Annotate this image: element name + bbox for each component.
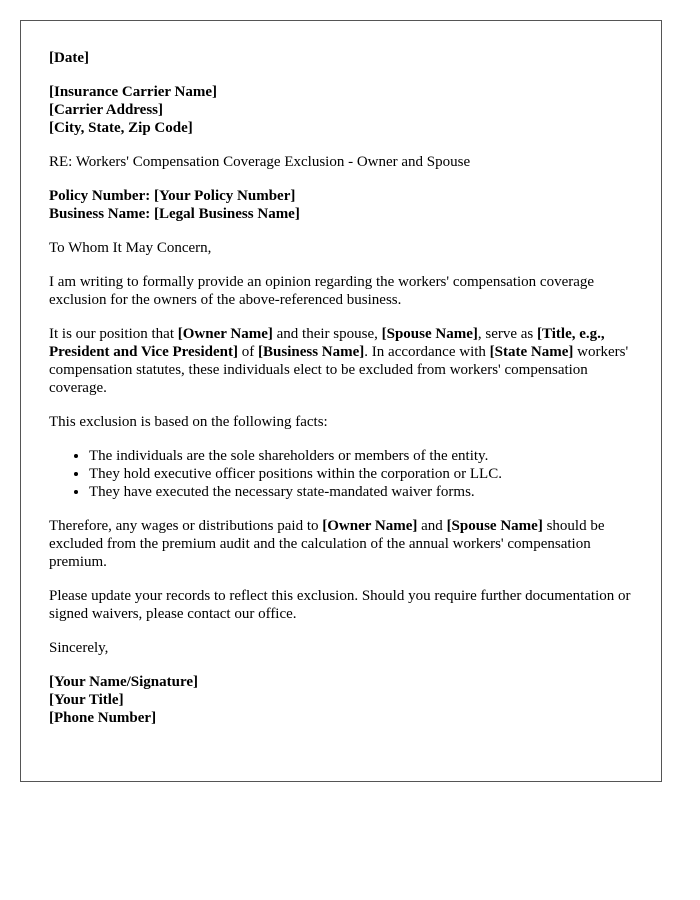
owner-name-placeholder: [Owner Name] bbox=[322, 518, 418, 534]
state-name-placeholder: [State Name] bbox=[489, 344, 574, 360]
subject-line: RE: Workers' Compensation Coverage Exclusion - Owner and Spouse bbox=[49, 154, 471, 170]
signature-block bbox=[49, 673, 633, 727]
recipient-city-line: [City, State, Zip Code] bbox=[49, 120, 193, 136]
salutation: To Whom It May Concern, bbox=[49, 240, 212, 256]
signature-title: [Your Title] bbox=[49, 692, 124, 708]
title-placeholder: [Title, e.g., President and Vice President] bbox=[49, 326, 605, 360]
recipient-name: [Insurance Carrier Name] bbox=[49, 84, 218, 100]
letter-date: [Date] bbox=[49, 50, 89, 66]
facts-list bbox=[49, 447, 633, 501]
policy-number: Policy Number: [Your Policy Number] bbox=[49, 188, 296, 204]
list-item: • The individuals are the sole shareholders or members of the entity. bbox=[89, 447, 633, 465]
p3-text-2: and bbox=[417, 518, 447, 534]
spouse-name-placeholder: [Spouse Name] bbox=[381, 326, 478, 342]
closing: Sincerely, bbox=[49, 640, 109, 656]
p3-text-1: Therefore, any wages or distributions paid to bbox=[49, 518, 323, 534]
signature-phone: [Phone Number] bbox=[49, 710, 157, 726]
policy-info-block bbox=[49, 187, 633, 223]
p2-text-6: workers' compensation statutes, these individuals elect to be excluded from workers' compensation coverage. bbox=[49, 344, 629, 396]
paragraph-exclusion bbox=[49, 517, 633, 571]
p3-text-3: should be excluded from the premium audit and the calculation of the annual workers' compensation premium. bbox=[49, 518, 605, 570]
signature-name: [Your Name/Signature] bbox=[49, 674, 199, 690]
owner-name-placeholder: [Owner Name] bbox=[177, 326, 273, 342]
paragraph-request: Please update your records to reflect this exclusion. Should you require further documentation or signed waivers, please contact our office. bbox=[49, 588, 631, 622]
recipient-address-block bbox=[49, 83, 633, 137]
business-name: Business Name: [Legal Business Name] bbox=[49, 206, 300, 222]
paragraph-intro: I am writing to formally provide an opinion regarding the workers' compensation coverage exclusion for the owners of the above-referenced business. bbox=[49, 274, 595, 308]
p2-text-2: and their spouse, bbox=[272, 326, 382, 342]
p2-text-4: of bbox=[238, 344, 259, 360]
facts-intro: This exclusion is based on the following facts: bbox=[49, 414, 328, 430]
list-item: • They hold executive officer positions within the corporation or LLC. bbox=[89, 465, 633, 483]
p2-text-1: It is our position that bbox=[49, 326, 178, 342]
p2-text-5: . In accordance with bbox=[364, 344, 490, 360]
spouse-name-placeholder: [Spouse Name] bbox=[446, 518, 543, 534]
recipient-address: [Carrier Address] bbox=[49, 102, 164, 118]
p2-text-3: , serve as bbox=[477, 326, 538, 342]
paragraph-position bbox=[49, 325, 633, 397]
business-name-placeholder: [Business Name] bbox=[258, 344, 365, 360]
letter-page bbox=[20, 20, 662, 782]
list-item: • They have executed the necessary state-mandated waiver forms. bbox=[89, 483, 633, 501]
